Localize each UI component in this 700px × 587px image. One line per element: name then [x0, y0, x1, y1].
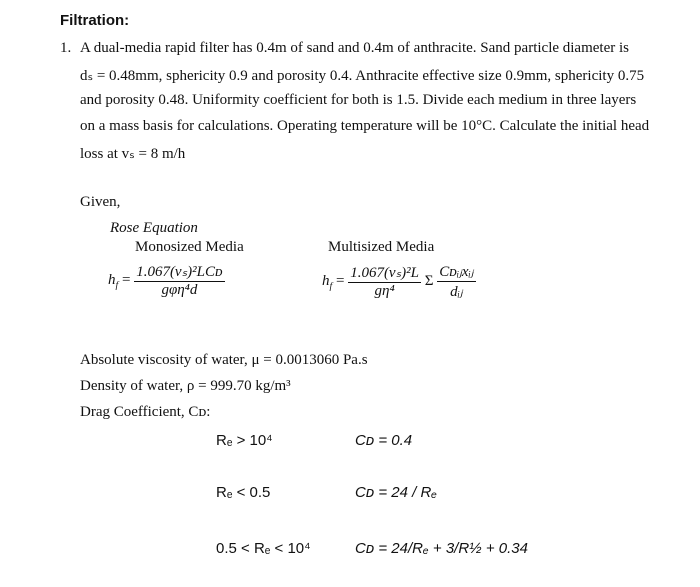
drag-condition-2: Rₑ < 0.5 [216, 484, 271, 501]
rose-equation-title: Rose Equation [110, 220, 198, 236]
problem-line-4: on a mass basis for calculations. Operating temperature will be 10°C. Calculate the initial head [80, 118, 650, 134]
problem-line-2: dₛ = 0.48mm, sphericity 0.9 and porosity 0.4. Anthracite effective size 0.9mm, sphericity 0.75 [80, 68, 645, 84]
multi-lhs: $h_f$ [322, 272, 333, 292]
problem-line-3: and porosity 0.48. Uniformity coefficient for both is 1.5. Divide each medium in three layers [80, 92, 637, 108]
monosized-formula: $h_f$ = $\frac{\text{1.067(vₛ)²LCᴅ}}{\text{gφη⁴d}}$ [108, 264, 223, 298]
multi-sum-numerator: Cᴅᵢⱼxᵢⱼ [439, 264, 474, 280]
drag-condition-1: Rₑ > 10⁴ [216, 432, 273, 449]
sum-symbol: Σ [424, 272, 434, 289]
drag-formula-2: Cᴅ = 24 / Rₑ [355, 484, 438, 501]
drag-condition-3: 0.5 < Rₑ < 10⁴ [216, 540, 311, 557]
multi-sum-fraction [437, 262, 475, 301]
problem-number: 1. [60, 40, 72, 56]
multisized-formula: $h_f$ = $\frac{\text{1.067(vₛ)²L}}{\text{gη⁴}}$ Σ $\frac{\text{Cᴅᵢⱼxᵢⱼ}}{\text{dᵢⱼ}}$ [322, 264, 474, 300]
problem-line-5: loss at vₛ = 8 m/h [80, 146, 186, 162]
multisized-label: Multisized Media [328, 239, 435, 255]
multi-denominator: gη⁴ [374, 283, 395, 299]
density-line: Density of water, ρ = 999.70 kg/m³ [80, 378, 291, 394]
monosized-label: Monosized Media [135, 239, 244, 255]
multi-sum-denominator: dᵢⱼ [450, 284, 463, 300]
drag-formula-1: Cᴅ = 0.4 [355, 432, 413, 449]
mono-numerator: 1.067(vₛ)²LCᴅ [136, 264, 223, 280]
mono-lhs: $h_f$ [108, 271, 119, 291]
given-label: Given, [80, 194, 121, 210]
section-heading: Filtration: [60, 12, 130, 29]
viscosity-line: Absolute viscosity of water, μ = 0.0013060 Pa.s [80, 352, 368, 368]
drag-formula-3: Cᴅ = 24/Rₑ + 3/R½ + 0.34 [355, 540, 528, 557]
multi-fraction [348, 263, 421, 300]
mono-fraction [134, 262, 224, 299]
drag-coefficient-label: Drag Coefficient, Cᴅ: [80, 404, 211, 420]
multi-numerator: 1.067(vₛ)²L [350, 265, 420, 281]
problem-line-1: A dual-media rapid filter has 0.4m of sand and 0.4m of anthracite. Sand particle diameter is [80, 40, 629, 56]
mono-denominator: gφη⁴d [161, 282, 198, 298]
